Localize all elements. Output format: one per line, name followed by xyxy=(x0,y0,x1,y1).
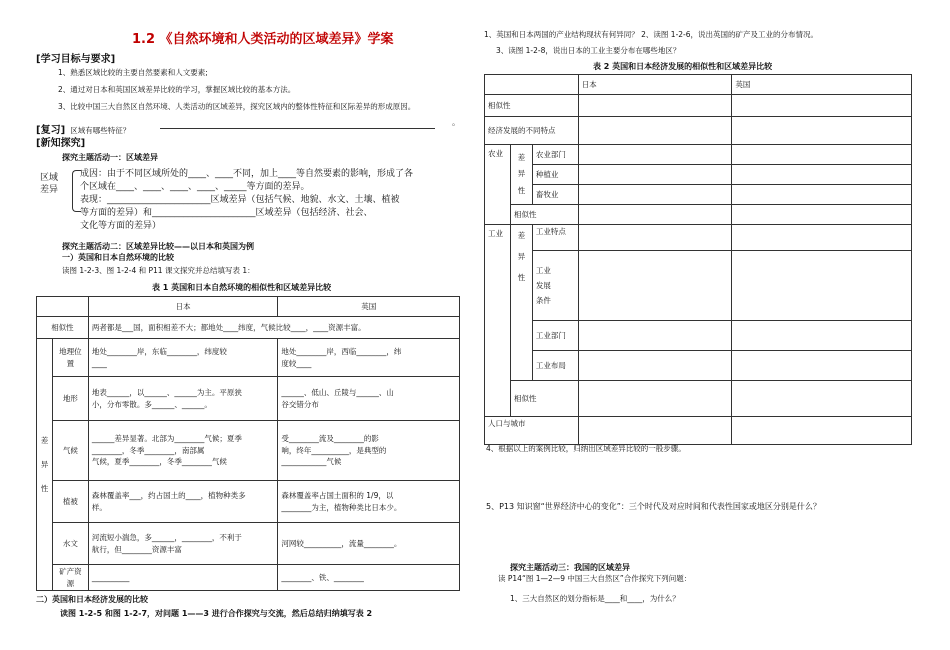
cell-line: 气候，夏季________，冬季________气候 xyxy=(91,457,227,467)
goal-item: 3、比较中国三大自然区自然环境、人类活动的区域差异，探究区域内的整体性特征和区际差异的形成原因。 xyxy=(58,102,416,111)
table-cell xyxy=(732,117,912,145)
document-title: 1.2 《自然环境和人类活动的区域差异》学案 xyxy=(132,32,394,47)
agriculture-label: 农业 xyxy=(485,145,511,225)
table-row xyxy=(485,185,912,205)
table-row xyxy=(485,75,912,95)
goals-header: [学习目标与要求] xyxy=(36,54,116,65)
col-uk: 英国 xyxy=(278,297,460,317)
table-row xyxy=(485,225,912,251)
perf-text: 表现：_______________________区域差异（包括气候、地貌、水文、土壤、植被 xyxy=(80,195,400,205)
industry-label: 工业 xyxy=(485,225,511,417)
japan-cell xyxy=(88,523,278,565)
label-line: 区域 xyxy=(40,173,59,183)
table-cell xyxy=(578,145,732,165)
uk-cell: ________、铁、________ xyxy=(278,565,460,591)
similarity-label: 相似性 xyxy=(510,205,578,225)
cell-line: ________，冬季________，南部属 xyxy=(91,445,205,455)
table-cell xyxy=(732,251,912,321)
cell-line: 地表______，以______、______为主。平原狭 xyxy=(91,387,242,397)
question-4: 4、根据以上的案例比较，归纳出区域差异比较的一般步骤。 xyxy=(486,444,686,453)
table-cell xyxy=(578,351,732,381)
table-cell xyxy=(732,145,912,165)
right-question: 3、读图 1-2-8，说出日本的工业主要分布在哪些地区？ xyxy=(496,46,681,55)
table-cell xyxy=(732,225,912,251)
japan-cell: __________ xyxy=(88,565,278,591)
table-cell xyxy=(732,321,912,351)
uk-cell xyxy=(278,481,460,523)
table-cell xyxy=(37,297,89,317)
cell-line: 森林覆盖率___，约占国土的____，植物种类多 xyxy=(91,490,246,500)
table-row xyxy=(37,523,460,565)
activity-3-read: 读 P14“图 1—2—9 中国三大自然区”合作探究下列问题： xyxy=(498,574,692,583)
cell-line: 受________流及________的影 xyxy=(281,434,379,444)
diff-char: 异 xyxy=(517,169,526,179)
similarity-label: 相似性 xyxy=(510,381,578,417)
table-cell xyxy=(578,417,732,445)
activity-2-sub2: 二）英国和日本经济发展的比较 xyxy=(36,595,148,604)
cell-line: 条件 xyxy=(535,296,551,305)
cell-line: ______差异显著。北部为________气候；夏季 xyxy=(91,434,242,444)
table-row xyxy=(485,321,912,351)
diff-char: 异 xyxy=(517,252,526,261)
table2-caption: 表 2 英国和日本经济发展的相似性和区域差异比较 xyxy=(593,62,773,71)
cell-line: 度较____ xyxy=(281,358,312,368)
activity-2-sub2-read: 读图 1-2-5 和图 1-2-7，对问题 1——3 进行合作探究与交流，然后总结归纳填写表 2 xyxy=(60,609,373,618)
table-row xyxy=(485,145,912,165)
similarity-label: 相似性 xyxy=(37,317,89,339)
goal-item: 1、熟悉区域比较的主要自然要素和人文要素; xyxy=(58,68,208,77)
diff-label xyxy=(37,339,53,591)
cell-line: 森林覆盖率占国土面积的 1/9，以 xyxy=(281,490,394,500)
review-end-mark: 。 xyxy=(452,118,460,127)
diff-char: 性 xyxy=(40,483,49,493)
row-label: 工业特点 xyxy=(532,225,578,251)
row-label: 工业部门 xyxy=(532,321,578,351)
table-row xyxy=(485,251,912,321)
review-answer-line xyxy=(160,128,435,129)
activity-2-sub1: 一）英国和日本自然环境的比较 xyxy=(62,253,174,262)
diff-char: 差 xyxy=(517,231,526,240)
col-japan: 日本 xyxy=(578,75,732,95)
table-cell xyxy=(732,417,912,445)
cell-line: 航行，但________资源丰富 xyxy=(91,544,182,554)
perf-text-2: 等方面的差异）和_______________________区域差异（包括经济、社会、 xyxy=(80,208,373,218)
perf-text-3: 文化等方面的差异） xyxy=(80,221,162,231)
urban-label: 人口与城市 xyxy=(485,417,579,445)
activity-2-title: 探究主题活动二：区域差异比较——以日本和英国为例 xyxy=(62,242,254,251)
diff-char: 性 xyxy=(517,273,526,282)
table-row xyxy=(37,317,460,339)
table-cell xyxy=(578,225,732,251)
col-japan: 日本 xyxy=(88,297,278,317)
cause-text: 成因：由于不同区域所处的____、____不同，加上____等自然要素的影响，形成了各 xyxy=(80,169,414,179)
table-cell xyxy=(578,321,732,351)
cause-text-2: 个区域在____、____、____、____、_____等方面的差异。 xyxy=(80,182,310,192)
table-row xyxy=(485,351,912,381)
cell-line: 谷交错分布 xyxy=(281,399,319,409)
table-row xyxy=(485,417,912,445)
table-row xyxy=(37,565,460,591)
cell-line: ____ xyxy=(91,358,107,368)
table-row xyxy=(37,377,460,421)
table-cell xyxy=(578,95,732,117)
japan-cell xyxy=(88,481,278,523)
table-row xyxy=(37,421,460,481)
uk-cell: 河网较__________，流量________。 xyxy=(278,523,460,565)
cell-line: 响，终年__________，是典型的 xyxy=(281,445,387,455)
activity-3-title: 探究主题活动三：我国的区域差异 xyxy=(510,563,630,572)
row-label: 地形 xyxy=(52,377,88,421)
row-label: 地理位置 xyxy=(52,339,88,377)
review-label: [复习] xyxy=(36,125,66,136)
uk-cell xyxy=(278,377,460,421)
label-line: 差异 xyxy=(40,184,59,195)
cell-line: 地处________岸，西临________，纬 xyxy=(281,346,402,356)
table-cell xyxy=(732,205,912,225)
table-row xyxy=(485,205,912,225)
row-label: 矿产资源 xyxy=(52,565,88,591)
table-row xyxy=(485,117,912,145)
regional-diff-label xyxy=(40,173,58,196)
row-label: 畜牧业 xyxy=(532,185,578,205)
review-question: 区域有哪些特征？ xyxy=(70,126,131,135)
right-question: 1、英国和日本两国的产业结构现状有何异同？ 2、读图 1-2-6，说出英国的矿产及工业的分布情况。 xyxy=(484,30,819,39)
table-row xyxy=(37,339,460,377)
table-cell xyxy=(732,95,912,117)
cell-line: 工业 xyxy=(535,266,551,275)
cell-line: 样。 xyxy=(91,502,107,512)
cell-line: 发展 xyxy=(535,281,551,290)
table-row xyxy=(37,297,460,317)
table-cell xyxy=(732,381,912,417)
japan-cell xyxy=(88,421,278,481)
table2 xyxy=(484,74,912,445)
cell-line: 小，分布零散。多______、______。 xyxy=(91,399,212,409)
similarity-label: 相似性 xyxy=(485,95,579,117)
japan-cell xyxy=(88,339,278,377)
diff-char: 异 xyxy=(40,459,49,469)
new-knowledge-header: [新知探究] xyxy=(36,138,86,149)
diff-char: 性 xyxy=(517,185,526,195)
uk-cell xyxy=(278,339,460,377)
question-5: 5、P13 知识窗“世界经济中心的变化”：三个时代及对应时间和代表性国家或地区分别是什么？ xyxy=(486,502,821,511)
cell-line: ____________气候 xyxy=(281,457,342,467)
table-cell xyxy=(732,351,912,381)
diff-char: 差 xyxy=(517,152,526,162)
table-row xyxy=(37,481,460,523)
row-label xyxy=(532,251,578,321)
row-label: 农业部门 xyxy=(532,145,578,165)
uk-cell xyxy=(278,421,460,481)
cell-line: 地处________岸，东临________，纬度较 xyxy=(91,346,227,356)
table1 xyxy=(36,296,460,591)
table-row xyxy=(485,165,912,185)
table-row xyxy=(485,381,912,417)
diff-label xyxy=(510,145,532,205)
table-cell xyxy=(578,165,732,185)
table1-caption: 表 1 英国和日本自然环境的相似性和区域差异比较 xyxy=(152,283,332,292)
table-cell xyxy=(732,185,912,205)
diff-features-label: 经济发展的不同特点 xyxy=(485,117,579,145)
goal-item: 2、通过对日本和英国区域差异比较的学习，掌握区域比较的基本方法。 xyxy=(58,85,296,94)
activity-3-q1: 1、三大自然区的划分指标是____和____，为什么？ xyxy=(510,594,680,603)
table-row xyxy=(485,95,912,117)
cell-line: ________为主，植物种类比日本少。 xyxy=(281,502,402,512)
activity-1-title: 探究主题活动一：区域差异 xyxy=(62,153,158,162)
row-label: 种植业 xyxy=(532,165,578,185)
japan-cell xyxy=(88,377,278,421)
row-label: 工业布局 xyxy=(532,351,578,381)
table-cell xyxy=(578,251,732,321)
table-cell xyxy=(578,205,732,225)
row-label: 气候 xyxy=(52,421,88,481)
activity-2-read: 读图 1-2-3、图 1-2-4 和 P11 课文探究并总结填写表 1： xyxy=(62,266,255,275)
cell-line: 河流短小湍急，多______，________，不利于 xyxy=(91,532,242,542)
table-cell xyxy=(578,117,732,145)
similarity-text: 两者都是___国，面积相差不大；都地处____纬度，气候比较____，____资源丰富。 xyxy=(88,317,459,339)
cell-line: ______、低山、丘陵与______、山 xyxy=(281,387,394,397)
diff-label xyxy=(510,225,532,381)
table-cell xyxy=(578,381,732,417)
row-label: 水文 xyxy=(52,523,88,565)
table-cell xyxy=(732,165,912,185)
row-label: 植被 xyxy=(52,481,88,523)
diff-char: 差 xyxy=(40,435,49,445)
table-cell xyxy=(578,185,732,205)
col-uk: 英国 xyxy=(732,75,912,95)
table-cell xyxy=(485,75,579,95)
